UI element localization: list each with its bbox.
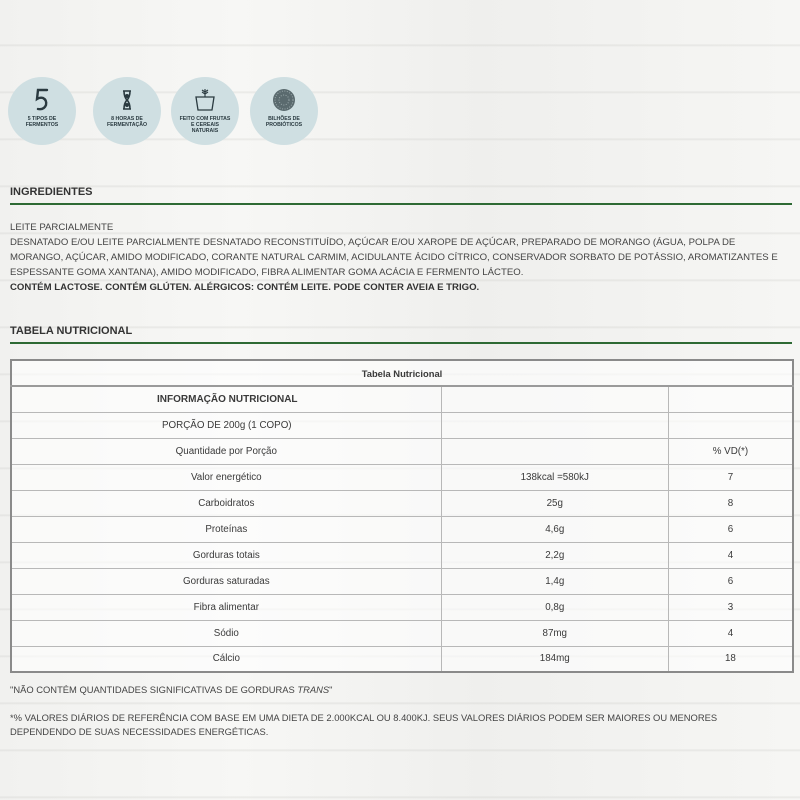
nutrition-divider bbox=[10, 342, 792, 344]
badge-fermentation-hours bbox=[93, 77, 161, 145]
portion-label: PORÇÃO DE 200g (1 COPO) bbox=[11, 412, 441, 438]
table-row: Gorduras totais 2,2g 4 bbox=[11, 542, 793, 568]
info-header: INFORMAÇÃO NUTRICIONAL bbox=[11, 386, 441, 412]
table-row: Gorduras saturadas 1,4g 6 bbox=[11, 568, 793, 594]
table-row: Fibra alimentar 0,8g 3 bbox=[11, 594, 793, 620]
ingredients-line1: LEITE PARCIALMENTE bbox=[10, 222, 114, 233]
table-row: Carboidratos 25g 8 bbox=[11, 490, 793, 516]
badge-fruits-cereals bbox=[171, 77, 239, 145]
ingredients-divider bbox=[10, 203, 792, 205]
table-row: Sódio 87mg 4 bbox=[11, 620, 793, 646]
table-caption: Tabela Nutricional bbox=[11, 360, 793, 386]
vd-header: % VD(*) bbox=[668, 438, 793, 464]
table-row: Proteínas 4,6g 6 bbox=[11, 516, 793, 542]
badge-five-ferments bbox=[8, 77, 76, 145]
hourglass-icon bbox=[112, 87, 142, 113]
trans-fat-note: "NÃO CONTÉM QUANTIDADES SIGNIFICATIVAS DE GORDURAS TRANS" bbox=[10, 684, 333, 695]
table-row: Valor energético 138kcal =580kJ 7 bbox=[11, 464, 793, 490]
badge-label: 5 TIPOS DE FERMENTOS bbox=[25, 116, 59, 128]
ingredients-body: DESNATADO E/OU LEITE PARCIALMENTE DESNATADO RECONSTITUÍDO, AÇÚCAR E/OU XAROPE DE AÇÚCAR, PREPARADO DE MORANGO (ÁGUA, POLPA DE MORANGO, AÇÚCAR, AMIDO MODIFICADO, CORANTE NATURAL CARMIM, ACIDULANTE ÁCIDO CÍTRICO, CONSERVADOR SORBATO DE POTÁSSIO, AROMATIZANTES E ESPESSANTE GOMA XANTANA), AMIDO MODIFICADO, FIBRA ALIMENTAR GOMA ACÁCIA E FERMENTO LÁCTEO. bbox=[10, 237, 778, 278]
badge-label: 8 HORAS DE FERMENTAÇÃO bbox=[107, 116, 147, 128]
badge-label: BILHÕES DE PROBIÓTICOS bbox=[265, 116, 303, 128]
table-row: Cálcio 184mg 18 bbox=[11, 646, 793, 672]
badge-label: FEITO COM FRUTAS E CEREAIS NATURAIS bbox=[179, 116, 231, 134]
five-types-icon bbox=[27, 87, 57, 113]
badge-probiotics bbox=[250, 77, 318, 145]
fruit-cereal-icon bbox=[190, 87, 220, 113]
allergens-statement: CONTÉM LACTOSE. CONTÉM GLÚTEN. ALÉRGICOS: CONTÉM LEITE. PODE CONTER AVEIA E TRIGO. bbox=[10, 282, 480, 293]
nutrition-table bbox=[10, 359, 794, 673]
ingredients-text bbox=[10, 220, 790, 295]
daily-value-note: *% VALORES DIÁRIOS DE REFERÊNCIA COM BASE EM UMA DIETA DE 2.000KCAL OU 8.400KJ. SEUS VALORES DIÁRIOS PODEM SER MAIORES OU MENORES DEPENDENDO DE SUAS NECESSIDADES ENERGÉTICAS. bbox=[10, 712, 718, 737]
quantity-header: Quantidade por Porção bbox=[11, 438, 441, 464]
probiotics-icon bbox=[269, 87, 299, 113]
ingredients-title: INGREDIENTES bbox=[10, 186, 93, 198]
nutrition-section-title: TABELA NUTRICIONAL bbox=[10, 325, 133, 337]
